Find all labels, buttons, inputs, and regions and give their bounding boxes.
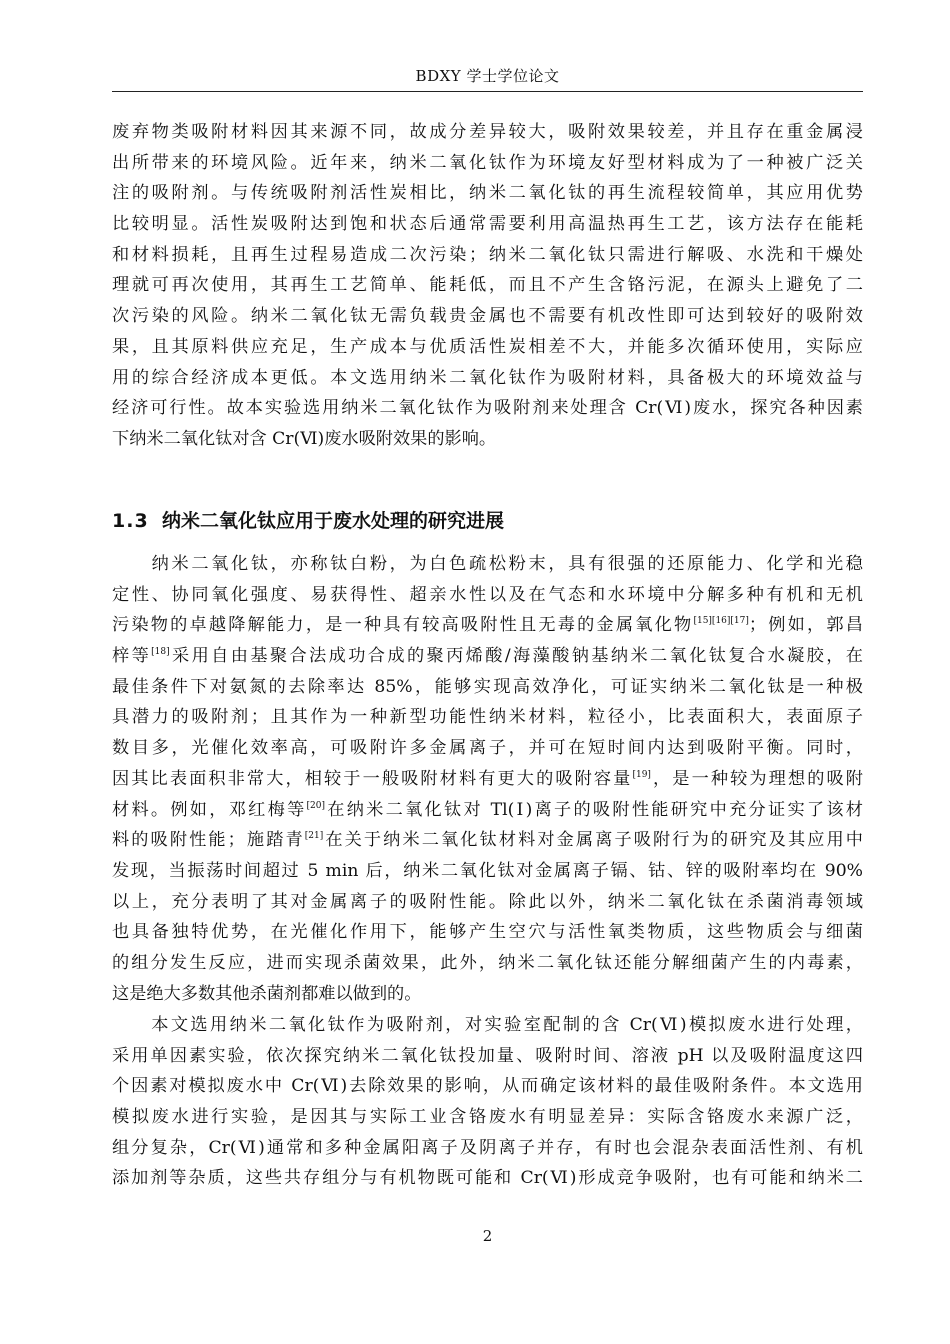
text-line: 和材料损耗，且再生过程易造成二次污染；纳米二氧化钛只需进行解吸、水洗和干燥处 [112, 244, 863, 265]
text-line: 具潜力的吸附剂；且其作为一种新型功能性纳米材料，粒径小，比表面积大，表面原子 [112, 707, 863, 728]
text-line [112, 641, 863, 672]
text-fragment: 在纳米二氧化钛对 Tl(Ⅰ)离子的吸附性能研究中充分证实了该材 [325, 799, 863, 820]
text-line: 纳米二氧化钛，亦称钛白粉，为白色疏松粉末，具有很强的还原能力、化学和光稳 [112, 554, 863, 574]
text-line: 本文选用纳米二氧化钛作为吸附剂，对实验室配制的含 Cr(Ⅵ)模拟废水进行处理， [112, 1015, 863, 1035]
running-header: BDXY 学士学位论文 [415, 67, 560, 85]
section-heading [112, 507, 504, 535]
text-line: 果，且其原料供应充足，生产成本与优质活性炭相差不大，并能多次循环使用，实际应 [112, 336, 863, 357]
citation-ref: [21] [304, 831, 324, 842]
text-line: 出所带来的环境风险。近年来，纳米二氧化钛作为环境友好型材料成为了一种被广泛关 [112, 152, 863, 173]
header-rule [112, 91, 863, 92]
text-line: 用的综合经济成本更低。本文选用纳米二氧化钛作为吸附材料，具备极大的环境效益与 [112, 367, 863, 388]
text-line: 注的吸附剂。与传统吸附剂活性炭相比，纳米二氧化钛的再生流程较简单，其应用优势 [112, 183, 863, 204]
text-line: 的组分发生反应，进而实现杀菌效果，此外，纳米二氧化钛还能分解细菌产生的内毒素， [112, 952, 863, 973]
text-fragment: 在关于纳米二氧化钛材料对金属离子吸附行为的研究及其应用中 [323, 830, 863, 851]
text-fragment: 采用自由基聚合法成功合成的聚丙烯酸/海藻酸钠基纳米二氧化钛复合水凝胶，在 [169, 646, 863, 667]
text-fragment: 因其比表面积非常大，相较于一般吸附材料有更大的吸附容量 [112, 768, 633, 789]
text-line: 废弃物类吸附材料因其来源不同，故成分差异较大，吸附效果较差，并且存在重金属浸 [112, 122, 863, 142]
text-fragment: 料的吸附性能；施踏青 [112, 830, 305, 851]
section-number: 1.3 [112, 510, 149, 532]
text-line: 以上，充分表明了其对金属离子的吸附性能。除此以外，纳米二氧化钛在杀菌消毒领域 [112, 891, 863, 912]
text-line [112, 610, 863, 641]
text-line: 次污染的风险。纳米二氧化钛无需负载贵金属也不需要有机改性即可达到较好的吸附效 [112, 306, 863, 327]
citation-ref: [20] [306, 800, 326, 811]
text-fragment: ，是一种较为理想的吸附 [650, 768, 863, 789]
text-fragment: 材料。例如，邓红梅等 [112, 799, 307, 820]
text-line [112, 795, 863, 826]
citation-ref: [15][16][17] [693, 616, 749, 627]
citation-ref: [18] [151, 647, 170, 658]
text-line: 采用单因素实验，依次探究纳米二氧化钛投加量、吸附时间、溶液 pH 以及吸附温度这四 [112, 1045, 863, 1066]
text-line: 模拟废水进行实验，是因其与实际工业含铬废水有明显差异：实际含铬废水来源广泛， [112, 1107, 863, 1128]
text-fragment: 梓等 [112, 646, 152, 667]
text-line: 经济可行性。故本实验选用纳米二氧化钛作为吸附剂来处理含 Cr(Ⅵ)废水，探究各种因素 [112, 398, 863, 419]
text-line: 添加剂等杂质，这些共存组分与有机物既可能和 Cr(Ⅵ)形成竞争吸附，也有可能和纳米二 [112, 1168, 863, 1189]
text-line: 定性、协同氧化强度、易获得性、超亲水性以及在气态和水环境中分解多种有机和无机 [112, 584, 863, 605]
text-line: 个因素对模拟废水中 Cr(Ⅵ)去除效果的影响，从而确定该材料的最佳吸附条件。本文选用 [112, 1076, 863, 1097]
text-line: 发现，当振荡时间超过 5 min 后，纳米二氧化钛对金属离子镉、钴、锌的吸附率均在 90% [112, 860, 863, 881]
page-number: 2 [482, 1227, 493, 1245]
paragraph-3 [112, 1010, 863, 1194]
text-line [112, 825, 863, 856]
text-line: 下纳米二氧化钛对含 Cr(Ⅵ)废水吸附效果的影响。 [112, 428, 497, 449]
paragraph-1 [112, 117, 863, 455]
text-line: 这是绝大多数其他杀菌剂都难以做到的。 [112, 983, 422, 1004]
text-line: 最佳条件下对氨氮的去除率达 85%，能够实现高效净化，可证实纳米二氧化钛是一种极 [112, 676, 863, 697]
text-line: 理就可再次使用，其再生工艺简单、能耗低，而且不产生含铬污泥，在源头上避免了二 [112, 275, 863, 296]
citation-ref: [19] [632, 769, 651, 780]
text-fragment: ；例如，郭昌 [748, 615, 863, 636]
text-line: 数目多，光催化效率高，可吸附许多金属离子，并可在短时间内达到吸附平衡。同时， [112, 738, 863, 759]
text-line: 组分复杂，Cr(Ⅵ)通常和多种金属阳离子及阴离子并存，有时也会混杂表面活性剂、有机 [112, 1137, 863, 1158]
text-line [112, 764, 863, 795]
text-line: 也具备独特优势，在光催化作用下，能够产生空穴与活性氧类物质，这些物质会与细菌 [112, 922, 863, 943]
text-line: 比较明显。活性炭吸附达到饱和状态后通常需要利用高温热再生工艺，该方法存在能耗 [112, 214, 863, 235]
text-fragment: 污染物的卓越降解能力，是一种具有较高吸附性且无毒的金属氧化物 [112, 615, 694, 636]
section-title: 纳米二氧化钛应用于废水处理的研究进展 [162, 510, 505, 532]
paragraph-2 [112, 549, 863, 1009]
